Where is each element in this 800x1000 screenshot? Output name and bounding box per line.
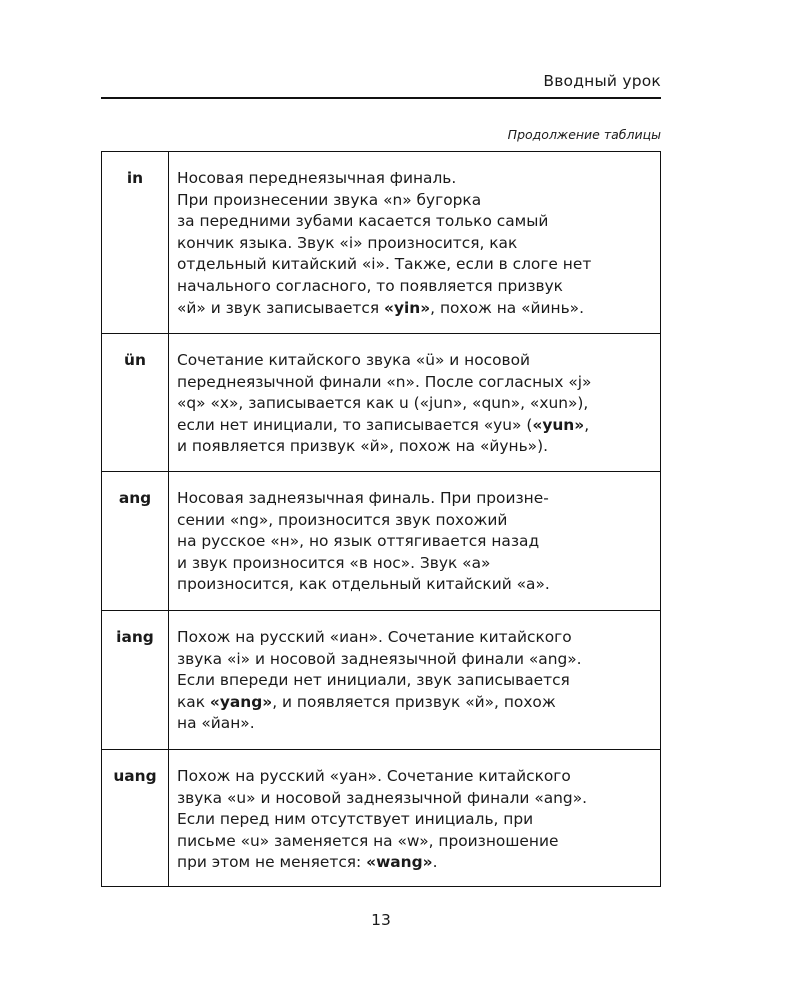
final-symbol: in <box>102 152 169 334</box>
description-line: При произнесении звука «n» бугорка <box>177 190 482 209</box>
pinyin-spelling: «yun» <box>532 415 585 434</box>
description-line: произносится, как отдельный китайский «a». <box>177 575 550 594</box>
final-symbol: uang <box>102 750 169 887</box>
description-line: Носовая заднеязычная финаль. При произне- <box>177 489 549 507</box>
table-row <box>102 152 661 334</box>
description-line: за передними зубами касается только самый <box>177 212 549 231</box>
final-symbol: iang <box>102 611 169 750</box>
description-line: и звук произносится «в нос». Звук «a» <box>177 553 491 572</box>
description-line: сении «ng», произносится звук похожий <box>177 510 508 529</box>
description-line: на «йан». <box>177 714 255 733</box>
description-line: Похож на русский «уан». Сочетание китайского <box>177 767 571 785</box>
final-description <box>169 750 661 887</box>
description-line: «q» «x», записывается как u («jun», «qun», «xun»), <box>177 394 589 413</box>
final-symbol: ün <box>102 334 169 472</box>
header-divider <box>101 97 661 99</box>
final-description <box>169 472 661 611</box>
page-number: 13 <box>371 911 391 929</box>
description-line: и появляется призвук «й», похож на «йунь»). <box>177 437 548 456</box>
description-line: Похож на русский «иан». Сочетание китайского <box>177 628 572 646</box>
description-line: на русское «н», но язык оттягивается назад <box>177 532 540 551</box>
description-line: звука «i» и носовой заднеязычной финали «ang». <box>177 649 582 668</box>
table-row <box>102 334 661 472</box>
description-line: как «yang», и появляется призвук «й», похож <box>177 692 556 711</box>
description-line: Если перед ним отсутствует инициаль, при <box>177 810 534 829</box>
description-line: Сочетание китайского звука «ü» и носовой <box>177 351 531 369</box>
final-description <box>169 611 661 750</box>
description-line: переднеязычной финали «n». После согласных «j» <box>177 372 592 391</box>
pinyin-spelling: «wang» <box>366 853 433 872</box>
final-symbol: ang <box>102 472 169 611</box>
description-line: звука «u» и носовой заднеязычной финали «ang». <box>177 788 588 807</box>
table-continuation-label: Продолжение таблицы <box>507 127 661 142</box>
description-line: Если впереди нет инициали, звук записывается <box>177 671 570 690</box>
description-line: если нет инициали, то записывается «yu» («yun», <box>177 415 590 434</box>
table-row <box>102 611 661 750</box>
description-line: при этом не меняется: «wang». <box>177 853 438 872</box>
description-line: Носовая переднеязычная финаль. <box>177 169 457 187</box>
pinyin-spelling: «yin» <box>384 298 431 317</box>
final-description <box>169 334 661 472</box>
table-row <box>102 472 661 611</box>
table-row <box>102 750 661 887</box>
description-line: кончик языка. Звук «i» произносится, как <box>177 233 518 252</box>
final-description <box>169 152 661 334</box>
running-header: Вводный урок <box>543 72 661 90</box>
description-line: отдельный китайский «i». Также, если в слоге нет <box>177 255 592 274</box>
description-line: начального согласного, то появляется призвук <box>177 276 563 295</box>
pinyin-spelling: «yang» <box>209 692 273 711</box>
pinyin-finals-table <box>101 151 661 887</box>
description-line: письме «u» заменяется на «w», произношение <box>177 831 559 850</box>
description-line: «й» и звук записывается «yin», похож на «йинь». <box>177 298 584 317</box>
